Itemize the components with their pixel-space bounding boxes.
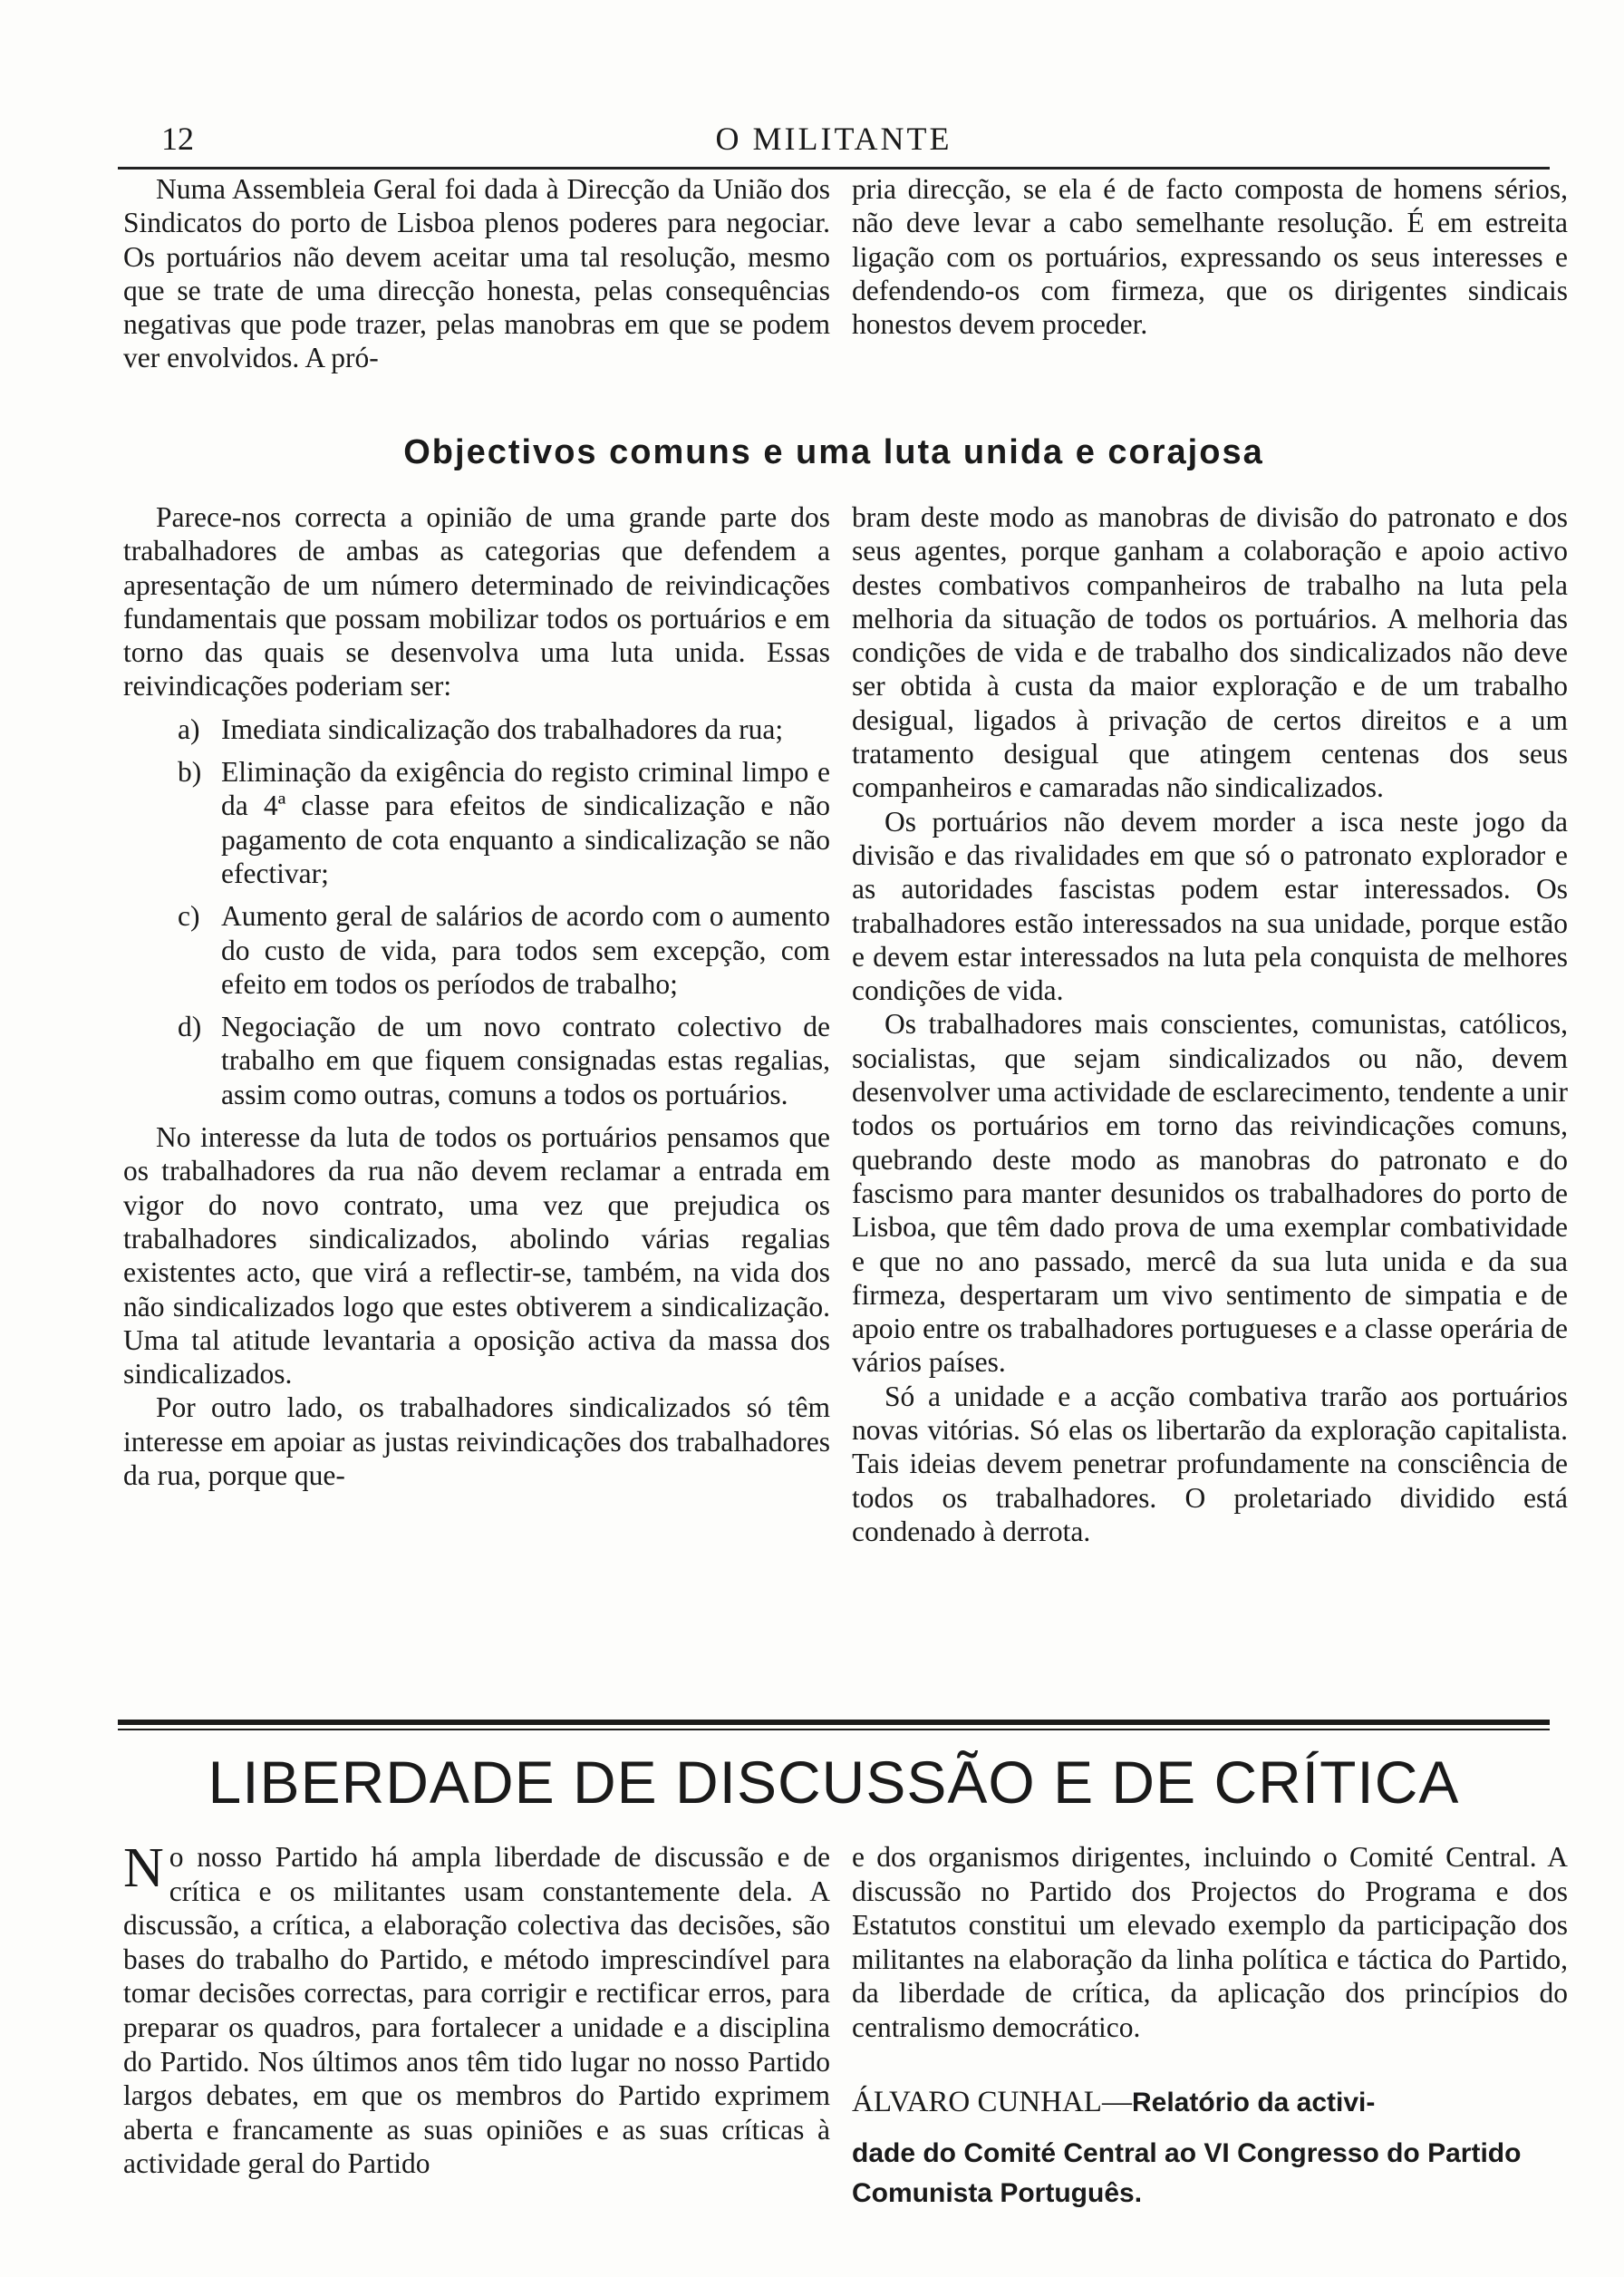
article-left-column	[123, 1837, 830, 2181]
claim-item-c	[178, 899, 830, 1001]
section2-right-column	[852, 500, 1568, 1548]
section2-left-column	[123, 500, 830, 1492]
drop-cap: N	[123, 1837, 164, 1899]
paragraph: pria direcção, se ela é de facto composta de homens sérios, não deve levar a cabo semelhante resolução. É em estreita ligação com os portuários, expressando os seus interesses e defendendo-os com firmeza, que os dirigentes sindicais honestos devem proceder.	[852, 173, 1568, 341]
claim-letter: d)	[178, 1011, 202, 1043]
paragraph: Os portuários não devem morder a isca neste jogo da divisão e das rivalidades em que só o patronato explorador e as autoridades fascistas podem estar interessados. Os trabalhadores estão interessados na sua unidade, porque estão e devem estar interessados na luta pela conquista de melhores condições de vida.	[852, 805, 1568, 1007]
section1-left-column	[123, 172, 830, 375]
quote-source	[852, 2085, 1568, 2214]
claim-text: Imediata sindicalização dos trabalhadores da rua;	[221, 712, 784, 745]
claim-text: Eliminação da exigência do registo criminal limpo e da 4ª classe para efeitos de sindicalização e não pagamento de cota enquanto a sindicalização se não efectivar;	[221, 756, 830, 889]
paragraph: Só a unidade e a acção combativa trarão aos portuários novas vitórias. Só elas os libertarão da exploração capitalista. Tais ideias devem penetrar profundamente na consciência de todos os trabalhadores. O proletariado dividido está condenado à derrota.	[852, 1380, 1568, 1547]
claim-letter: a)	[178, 712, 200, 745]
paragraph: Parece-nos correcta a opinião de uma grande parte dos trabalhadores de ambas as categorias que defendem a apresentação de um número determinado de reivindicações fundamentais que possam mobilizar todos os portuários e em torno das quais se desenvolva uma luta unida. Essas reivindicações poderiam ser:	[123, 501, 830, 702]
section-divider-thin	[118, 1729, 1550, 1730]
claim-text: Negociação de um novo contrato colectivo de trabalho em que fiquem consignadas estas regalias, assim como outras, comuns a todos os portuários.	[221, 1011, 830, 1110]
publication-title: O MILITANTE	[715, 121, 952, 157]
paragraph: Numa Assembleia Geral foi dada à Direcção da União dos Sindicatos do porto de Lisboa plenos poderes para negociar. Os portuários não devem aceitar uma tal resolução, mesmo que se trate de uma direcção honesta, pelas consequências negativas que pode trazer, pelas manobras em que se podem ver envolvidos. A pró-	[123, 173, 830, 374]
paragraph: Os trabalhadores mais conscientes, comunistas, católicos, socialistas, que sejam sindicalizados ou não, devem desenvolver uma actividade de esclarecimento, tendente a unir todos os portuários em torno das reivindicações comuns, quebrando deste modo as manobras do patronato e do fascismo para manter desunidos os trabalhadores do porto de Lisboa, que têm dado prova de uma exemplar combatividade e que no ano passado, mercê da sua luta unida e da sua firmeza, despertaram um vivo sentimento de simpatia e de apoio entre os trabalhadores portugueses e a classe operária de vários países.	[852, 1008, 1568, 1379]
section-divider	[118, 1720, 1550, 1725]
paragraph: Por outro lado, os trabalhadores sindicalizados só têm interesse em apoiar as justas reivindicações dos trabalhadores da rua, porque que-	[123, 1391, 830, 1492]
paragraph: No interesse da luta de todos os portuários pensamos que os trabalhadores da rua não devem reclamar a entrada em vigor do novo contrato, uma vez que prejudica os trabalhadores sindicalizados, abolindo várias regalias existentes acto, que virá a reflectir-se, também, na vida dos não sindicalizados logo que estes obtiverem a sindicalização. Uma tal atitude levantaria a oposição activa da massa dos sindicalizados.	[123, 1121, 830, 1390]
source-author: ÁLVARO CUNHAL—	[852, 2085, 1132, 2118]
article-right-column	[852, 1840, 1568, 2214]
paragraph	[123, 1837, 830, 2181]
section-subheading: Objectivos comuns e uma luta unida e corajosa	[403, 433, 1264, 471]
claim-item-a	[178, 712, 830, 746]
paragraph-text: o nosso Partido há ampla liberdade de discussão e de crítica e os militantes usam constantemente dela. A discussão, a crítica, a elaboração colectiva das decisões, são bases do trabalho do Partido, e método imprescindível para tomar decisões correctas, para corrigir e rectificar erros, para preparar os quadros, para fortalecer a unidade e a disciplina do Partido. Nos últimos anos têm tido lugar no nosso Partido largos debates, em que os membros do Partido exprimem aberta e francamente as suas opiniões e as suas críticas à actividade geral do Partido	[123, 1841, 830, 2180]
paragraph: e dos organismos dirigentes, incluindo o Comité Central. A discussão no Partido dos Projectos do Programa e dos Estatutos constitui um elevado exemplo da participação dos militantes na elaboração da linha política e táctica do Partido, da liberdade de crítica, da aplicação dos princípios do centralismo democrático.	[852, 1841, 1568, 2043]
claim-item-b	[178, 755, 830, 890]
claim-letter: b)	[178, 756, 202, 789]
section1-right-column	[852, 172, 1568, 341]
claim-item-d	[178, 1010, 830, 1111]
paragraph: bram deste modo as manobras de divisão do patronato e dos seus agentes, porque ganham a colaboração e apoio activo destes combativos companheiros de trabalho na luta pela melhoria da situação de todos os portuários. A melhoria das condições de vida e de trabalho dos sindicalizados não deve ser obtida à custa da maior exploração e de um trabalho desigual, ligados à privação de certos direitos e a um tratamento desigual que atingem centenas dos seus companheiros e camaradas não sindicalizados.	[852, 501, 1568, 804]
page-number: 12	[161, 121, 194, 157]
article-title: LIBERDADE DE DISCUSSÃO E DE CRÍTICA	[208, 1749, 1460, 1816]
page-header	[118, 116, 1550, 167]
source-work-line1: Relatório da activi-	[1131, 2087, 1376, 2117]
header-divider	[118, 167, 1550, 170]
source-work-line2: dade do Comité Central ao VI Congresso do Partido Comunista Português.	[852, 2138, 1522, 2209]
claim-text: Aumento geral de salários de acordo com o aumento do custo de vida, para todos sem excepção, com efeito em todos os períodos de trabalho;	[221, 900, 830, 1000]
claim-letter: c)	[178, 900, 200, 933]
